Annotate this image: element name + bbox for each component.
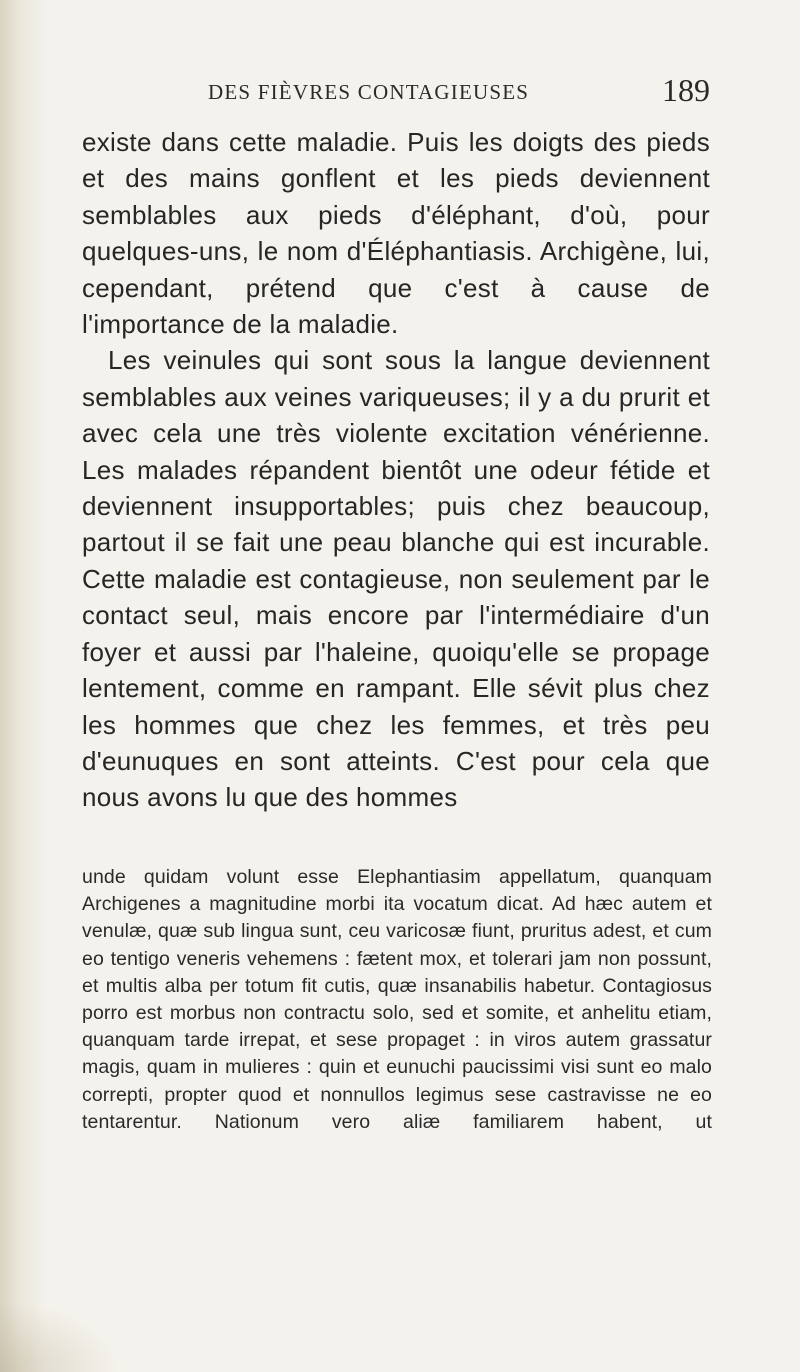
french-paragraph-2: Les veinules qui sont sous la langue deviennent semblables aux veines variqueuses; il y a du prurit et avec cela une très violente excitation vénérienne. Les malades répandent bientôt une odeur fétide et deviennent insupportables; puis chez beaucoup, partout il se fait une peau blanche qui est incurable. Cette maladie est contagieuse, non seulement par le contact seul, mais encore par l'intermédiaire d'un foyer et aussi par l'haleine, quoiqu'elle se propage lentement, comme en rampant. Elle sévit plus chez les hommes que chez les femmes, et très peu d'eunuques en sont atteints. C'est pour cela que nous avons lu que des hommes [82,345,710,813]
french-translation-text [82,124,710,816]
latin-paragraph-1: unde quidam volunt esse Elephantiasim appellatum, quanquam Archigenes a magnitudine morbi ita vocatum dicat. Ad hæc autem et venulæ, quæ sub lingua sunt, ceu varicosæ fiunt, pruritus adest, et cum eo tentigo veneris vehemens : fætent mox, et tolerari jam non possunt, et multis alba per totum fit cutis, quæ insanabilis habetur. Contagiosus porro est morbus non contractu solo, sed et somite, et anhelitu etiam, quanquam tarde irrepat, et sese propaget : in viros autem grassatur magis, quam in mulieres : quin et eunuchi paucissimi visi sunt eo malo correpti, propter quod et nonnullos legimus sese castravisse ne eo tentarentur. Nationum vero aliæ familiarem habent, ut [82,866,712,1133]
running-title: DES FIÈVRES CONTAGIEUSES [208,80,530,104]
page-edge-shadow [0,0,46,1372]
page-corner-shadow [0,1300,120,1372]
page-number: 189 [662,72,710,108]
french-paragraph-1: existe dans cette maladie. Puis les doigts des pieds et des mains gonflent et les pieds deviennent semblables aux pieds d'éléphant, d'où, pour quelques-uns, le nom d'Éléphantiasis. Archigène, lui, cependant, prétend que c'est à cause de l'importance de la maladie. [82,127,710,340]
latin-original-text [82,864,712,1136]
page-header [60,72,710,116]
